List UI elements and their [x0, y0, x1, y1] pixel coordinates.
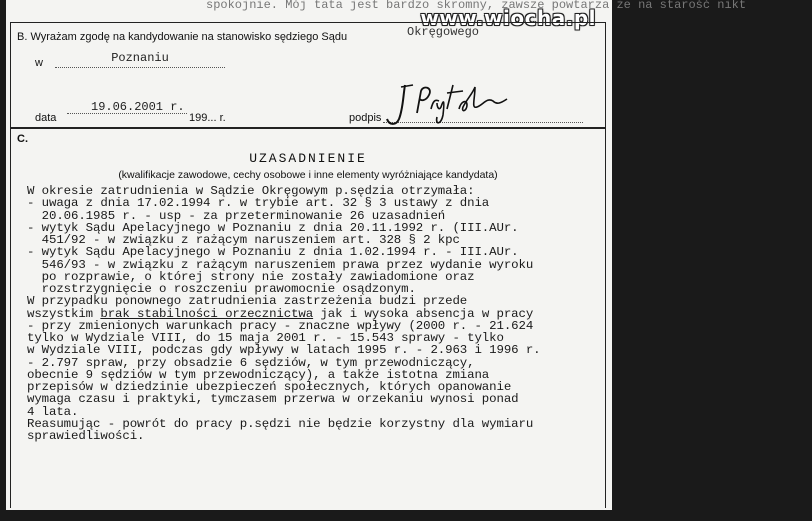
- text-line: sprawiedliwości.: [27, 429, 145, 443]
- signature-label: podpis: [349, 112, 382, 124]
- text-line: - 2.797 spraw, przy obsadzie 6 sędziów, w tym przewodniczący,: [27, 355, 475, 370]
- cut-off-text-strip: spokojnie. Mój tata jest bardzo skromny, zawsze powtarza że na starość nikt: [206, 0, 747, 12]
- consent-section: [10, 22, 606, 128]
- text-line: - przy zmienionych warunkach pracy - znaczne wpływy (2000 r. - 21.624: [27, 318, 534, 333]
- text-line: wymaga czasu i praktyki, tymczasem przerwa w orzekaniu wynosi ponad: [27, 392, 519, 407]
- section-letter: C.: [17, 133, 28, 145]
- text-line: obecnie 9 sędziów w tym przewodniczący), a także istotna zmiana: [27, 367, 490, 382]
- consent-label: B. Wyrażam zgodę na kandydowanie na stanowisko sędziego Sądu: [17, 31, 348, 43]
- location-label: w: [35, 57, 43, 69]
- justification-section: [10, 128, 606, 508]
- watermark-logo: www.wiocha.pl: [420, 6, 596, 30]
- court-type-value: Okręgowego: [407, 25, 480, 39]
- text-line: Reasumując - powrót do pracy p.sędzi nie będzie korzystny dla wymiaru: [27, 416, 534, 431]
- text-line: 546/93 - w związku z rażącym naruszeniem prawa przez wydanie wyroku: [27, 257, 534, 272]
- text-line: rozstrzygnięcie o roszczeniu prawomocnie osądzonym.: [27, 282, 416, 296]
- text-line: w Wydziale VIII, podczas gdy wpływy w latach 1995 r. - 2.963 i 1996 r.: [27, 343, 541, 358]
- text-line: W przypadku ponownego zatrudnienia zastrzeżenia budzi przede: [27, 294, 468, 309]
- justification-subheading: (kwalifikacje zawodowe, cechy osobowe i inne elementy wyróżniające kandydata): [118, 169, 498, 181]
- date-label: data: [35, 112, 57, 124]
- year-suffix: 199... r.: [189, 112, 226, 124]
- text-line: - wytyk Sądu Apelacyjnego w Poznaniu z dnia 1.02.1994 r. - III.AUr.: [27, 245, 519, 260]
- text-line-underlined-phrase: wszystkim brak stabilności orzecznictwa jak i wysoka absencja w pracy: [27, 306, 534, 321]
- location-value: Poznaniu: [55, 51, 225, 68]
- document-page: [6, 0, 747, 510]
- text-line: - uwaga z dnia 17.02.1994 r. w trybie art. 32 § 3 ustawy z dnia: [27, 196, 490, 211]
- text-line: 4 lata.: [27, 404, 79, 419]
- text-line: przepisów w dziedzinie ubezpieczeń społecznych, których opanowanie: [27, 380, 512, 394]
- date-value: 19.06.2001 r.: [91, 100, 185, 114]
- text-line: W okresie zatrudnienia w Sądzie Okręgowym p.sędzia otrzymała:: [27, 184, 475, 198]
- text-line: po rozprawie, o której strony nie zostały zawiadomione oraz: [27, 269, 475, 284]
- handwritten-signature: [383, 79, 513, 129]
- date-dotted-line: [67, 113, 187, 114]
- text-line: - wytyk Sądu Apelacyjnego w Poznaniu z dnia 20.11.1992 r. (III.AUr.: [27, 220, 519, 235]
- justification-text: [27, 185, 603, 442]
- justification-heading: UZASADNIENIE: [249, 151, 367, 166]
- text-line: 451/92 - w związku z rażącym naruszeniem art. 328 § 2 kpc: [27, 233, 460, 247]
- text-line: 20.06.1985 r. - usp - za przeterminowanie 26 uzasadnień: [27, 208, 446, 223]
- text-line: tylko w Wydziale VIII, do 15 maja 2001 r. - 15.543 sprawy - tylko: [27, 331, 504, 345]
